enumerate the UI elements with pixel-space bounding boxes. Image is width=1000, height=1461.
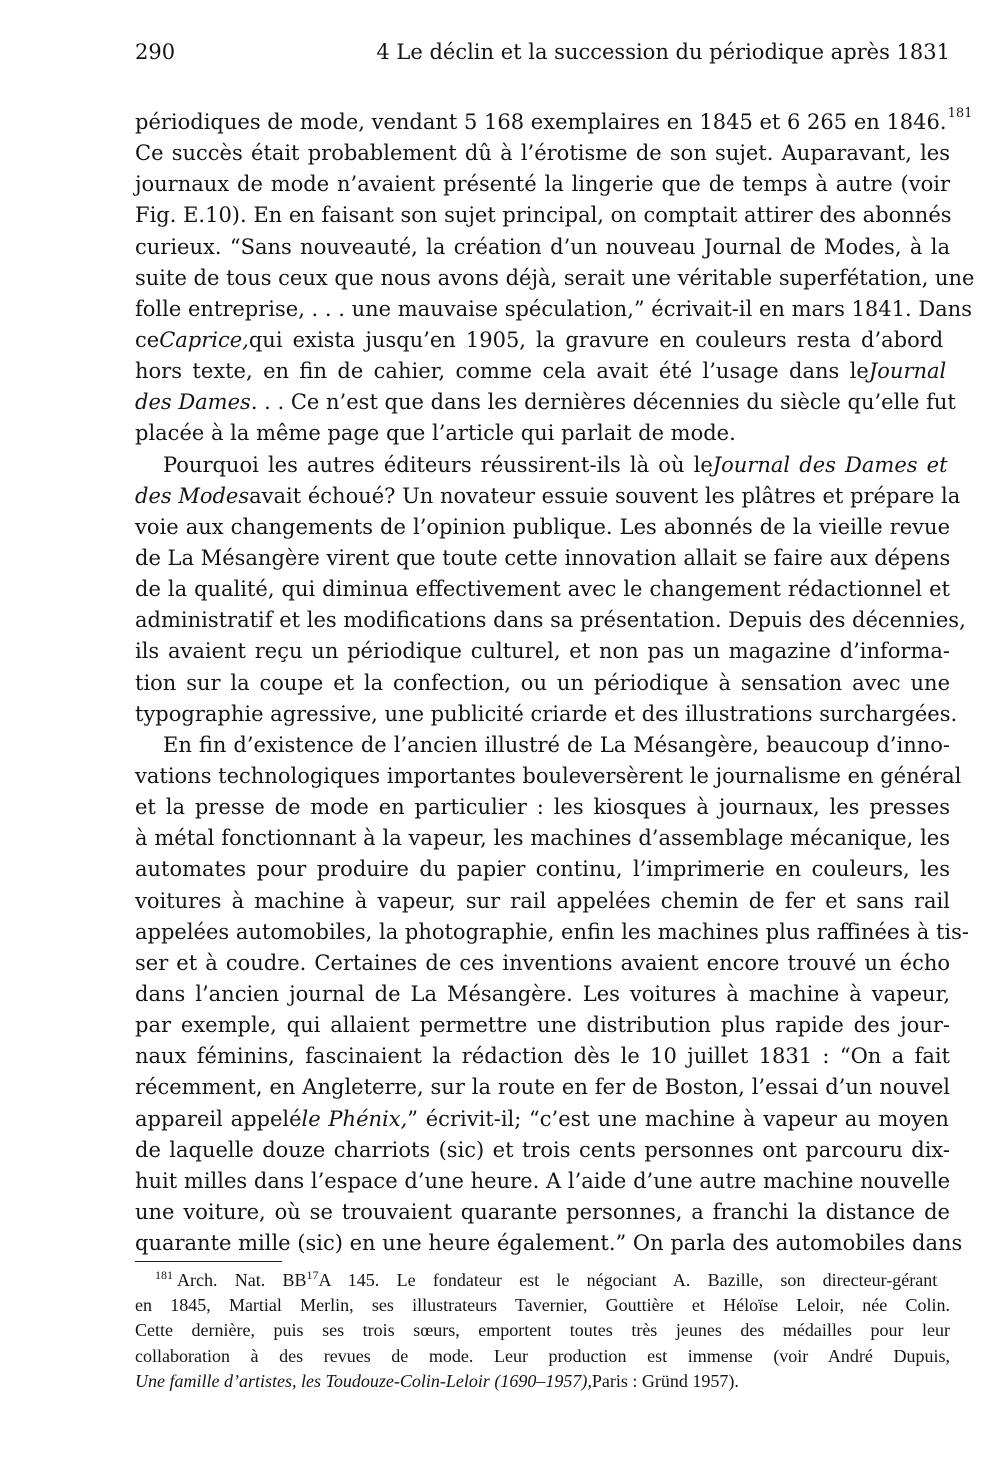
text-line: ceCaprice,qui exista jusqu’en 1905, la gravure en couleurs resta d’abord (135, 325, 950, 356)
text-line: huit milles dans l’espace d’une heure. A l’aide d’une autre machine nouvelle (135, 1168, 950, 1193)
text-line: folle entreprise, . . . une mauvaise spéculation,” écrivait-il en mars 1841. Dans (135, 296, 972, 321)
footnote-line: 181 Arch. Nat. BB17A 145. Le fondateur est le négociant A. Bazille, son directeur-gérant (135, 1268, 950, 1293)
text-line: automates pour produire du papier continu, l’imprimerie en couleurs, les (135, 857, 950, 882)
text-line: Ce succès était probablement dû à l’érotisme de son sujet. Auparavant, les (135, 141, 950, 166)
text-line: vations technologiques importantes bouleversèrent le journalisme en général (135, 763, 962, 788)
italic-title: le Phénix, (301, 1106, 408, 1131)
text-line: placée à la même page que l’article qui parlait de mode. (135, 421, 736, 446)
footnotes (135, 1268, 950, 1394)
text-line: périodiques de mode, vendant 5 168 exemplaires en 1845 et 6 265 en 1846. 181 (135, 107, 950, 138)
running-title: 4 Le déclin et la succession du périodique après 1831 (376, 40, 950, 64)
text-line: et la presse de mode en particulier : les kiosques à journaux, les presses (135, 795, 950, 820)
text-line: Fig. E.10). En en faisant son sujet principal, on comptait attirer des abonnés (135, 203, 952, 228)
text-line: dans l’ancien journal de La Mésangère. Les voitures à machine à vapeur, (135, 981, 950, 1006)
text-line: suite de tous ceux que nous avons déjà, serait une véritable superfétation, une (135, 265, 975, 290)
text-line: des Modesavait échoué? Un novateur essuie souvent les plâtres et prépare la (135, 481, 950, 512)
italic-title: des Dames (135, 390, 251, 415)
text-line: des Dames. . . Ce n’est que dans les dernières décennies du siècle qu’elle fut (135, 387, 950, 418)
footnote-line: Une famille d’artistes, les Toudouze-Colin-Leloir (1690–1957),Paris : Gründ 1957). (135, 1369, 950, 1394)
text-line: quarante mille (sic) en une heure également.” On parla des automobiles dans (135, 1231, 963, 1256)
text-line: par exemple, qui allaient permettre une distribution plus rapide des jour- (135, 1013, 950, 1038)
footnote-line: collaboration à des revues de mode. Leur production est immense (voir André Dupuis, (135, 1345, 950, 1366)
italic-title: des Modes (135, 483, 250, 508)
footnote-ref[interactable]: 181 (947, 106, 973, 121)
footnote-rule (135, 1261, 282, 1262)
footnote-marker: 181 (155, 1268, 173, 1282)
text-line: récemment, en Angleterre, sur la route en fer de Boston, l’essai d’un nouvel (135, 1075, 950, 1100)
text-line: appareil appeléle Phénix,” écrivit-il; “c’est une machine à vapeur au moyen (135, 1104, 950, 1135)
text-line: voitures à machine à vapeur, sur rail appelées chemin de fer et sans rail (135, 888, 950, 913)
italic-title: Caprice, (159, 327, 249, 352)
footnote-line: Cette dernière, puis ses trois sœurs, emportent toutes très jeunes des médailles pour leur (135, 1320, 950, 1341)
italic-title: Journal (868, 359, 947, 384)
text-line: de La Mésangère virent que toute cette innovation allait se faire aux dépens (135, 545, 951, 570)
text-line: administratif et les modifications dans sa présentation. Depuis des décennies, (135, 608, 966, 633)
text-line: voie aux changements de l’opinion publique. Les abonnés de la vieille revue (135, 514, 950, 539)
text-line: ser et à coudre. Certaines de ces inventions avaient encore trouvé un écho (135, 950, 950, 975)
text-line: Pourquoi les autres éditeurs réussirent-ils là où leJournal des Dames et (135, 450, 950, 481)
text-line: curieux. “Sans nouveauté, la création d’un nouveau Journal de Modes, à la (135, 234, 950, 259)
text-line: de laquelle douze charriots (sic) et trois cents personnes ont parcouru dix- (135, 1137, 950, 1162)
text-line: une voiture, où se trouvaient quarante personnes, a franchi la distance de (135, 1199, 950, 1224)
text-line: de la qualité, qui diminua effectivement avec le changement rédactionnel et (135, 577, 950, 602)
running-head (135, 40, 950, 74)
italic-title: Journal des Dames et (712, 452, 948, 477)
footnote-line: en 1845, Martial Merlin, ses illustrateurs Tavernier, Gouttière et Héloïse Leloir, née Colin. (135, 1295, 950, 1316)
text-line: typographie agressive, une publicité criarde et des illustrations surchargées. (135, 701, 958, 726)
page-number: 290 (135, 40, 176, 64)
main-text (135, 106, 975, 1259)
text-line: tion sur la coupe et la confection, ou un périodique à sensation avec une (135, 670, 950, 695)
text-line: à métal fonctionnant à la vapeur, les machines d’assemblage mécanique, les (135, 826, 950, 851)
text-line: journaux de mode n’avaient présenté la lingerie que de temps à autre (voir (135, 172, 950, 197)
text-line: naux féminins, fascinaient la rédaction dès le 10 juillet 1831 : “On a fait (135, 1044, 950, 1069)
text-line: En fin d’existence de l’ancien illustré de La Mésangère, beaucoup d’inno- (163, 732, 950, 757)
text-line: hors texte, en fin de cahier, comme cela avait été l’usage dans leJournal (135, 356, 950, 387)
italic-title: Une famille d’artistes, les Toudouze-Colin-Leloir (1690–1957), (135, 1370, 592, 1391)
text-line: appelées automobiles, la photographie, enfin les machines plus raffinées à tis- (135, 919, 970, 944)
text-line: ils avaient reçu un périodique culturel, et non pas un magazine d’informa- (135, 639, 950, 664)
